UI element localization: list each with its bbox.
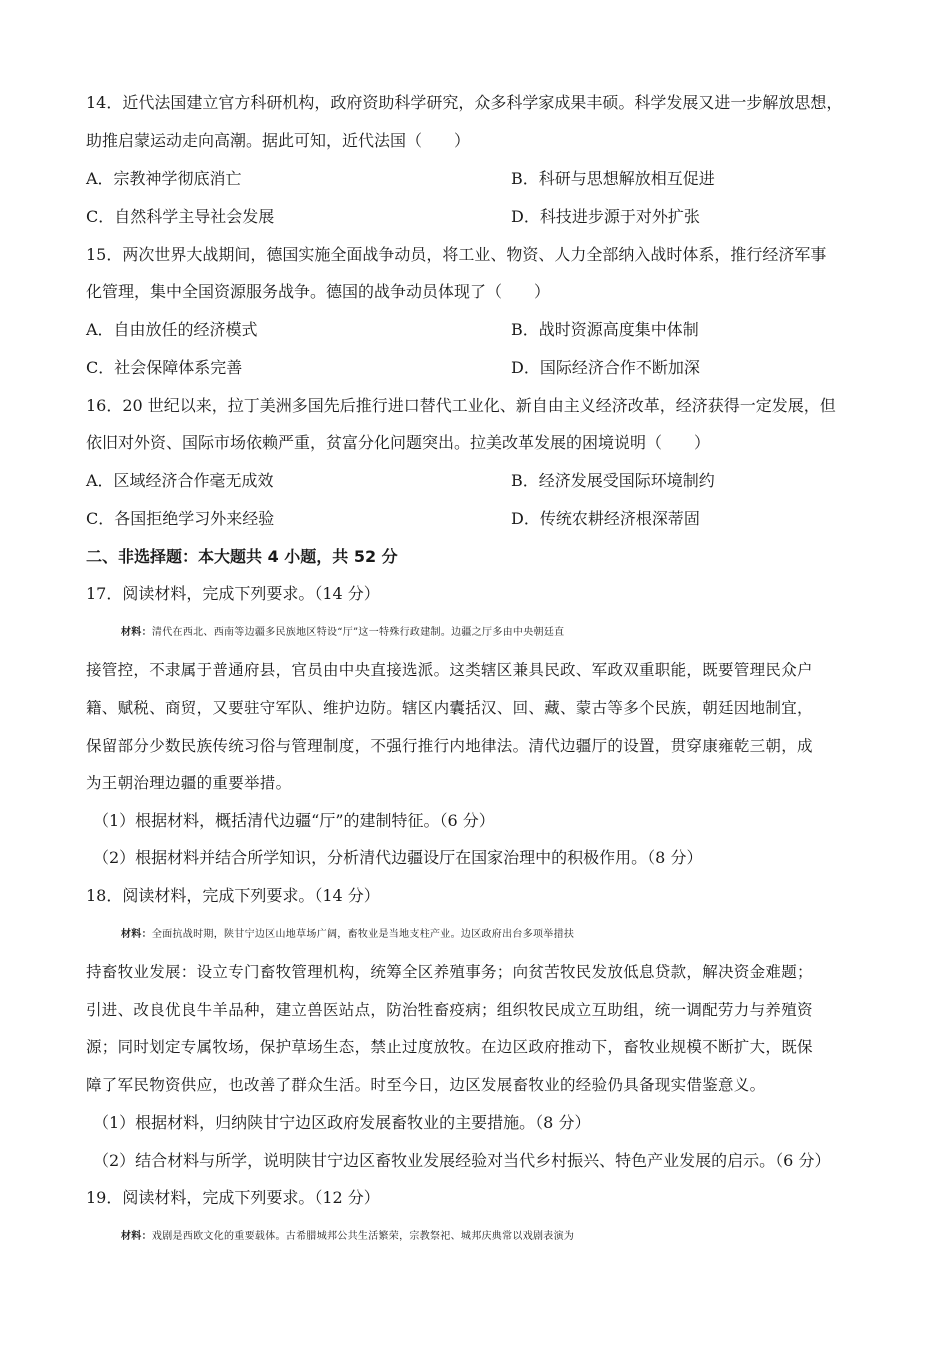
q19-material-label: 材料： bbox=[121, 1231, 152, 1242]
section-heading: 二、非选择题：本大题共 4 小题，共 52 分 bbox=[86, 547, 398, 566]
q18-material-line-4: 源；同时划定专属牧场，保护草场生态，禁止过度放牧。在边区政府推动下，畜牧业规模不断扩大，既保 bbox=[86, 1038, 813, 1056]
q17-material-line-5: 为王朝治理边疆的重要举措。 bbox=[86, 774, 292, 792]
q17-material-line-3: 籍、赋税、商贸，又要驻守军队、维护边防。辖区内囊括汉、回、藏、蒙古等多个民族，朝廷因地制宜， bbox=[86, 699, 813, 717]
q18-subquestion-1: （1）根据材料，归纳陕甘宁边区政府发展畜牧业的主要措施。（8 分） bbox=[93, 1113, 591, 1132]
q14-option-a: A．宗教神学彻底消亡 bbox=[86, 169, 242, 188]
q17-subquestion-1: （1）根据材料，概括清代边疆“厅”的建制特征。（6 分） bbox=[93, 811, 495, 830]
q18-subquestion-2: （2）结合材料与所学，说明陕甘宁边区畜牧业发展经验对当代乡村振兴、特色产业发展的启示。（6 分） bbox=[93, 1151, 831, 1170]
q18-material-line-5: 障了军民物资供应，也改善了群众生活。时至今日，边区发展畜牧业的经验仍具备现实借鉴意义。 bbox=[86, 1076, 766, 1094]
q18-material-line-1: 材料：全面抗战时期，陕甘宁边区山地草场广阔，畜牧业是当地支柱产业。边区政府出台多项举措扶 bbox=[121, 929, 575, 940]
q14-stem-line-1: 14．近代法国建立官方科研机构，政府资助科学研究，众多科学家成果丰硕。科学发展又进一步解放思想， bbox=[86, 93, 843, 112]
q15-option-c: C．社会保障体系完善 bbox=[86, 358, 243, 377]
q17-subquestion-2: （2）根据材料并结合所学知识，分析清代边疆设厅在国家治理中的积极作用。（8 分） bbox=[93, 848, 703, 867]
q14-option-b: B．科研与思想解放相互促进 bbox=[511, 169, 715, 188]
q18-material-label: 材料： bbox=[121, 929, 152, 940]
q17-material-label: 材料： bbox=[121, 627, 152, 638]
q16-option-b: B．经济发展受国际环境制约 bbox=[511, 471, 715, 490]
q18-material-line-2: 持畜牧业发展：设立专门畜牧管理机构，统筹全区养殖事务；向贫苦牧民发放低息贷款，解决资金难题； bbox=[86, 963, 813, 981]
q14-stem-line-2: 助推启蒙运动走向高潮。据此可知，近代法国（ ） bbox=[86, 131, 471, 150]
q16-stem-line-2: 依旧对外资、国际市场依赖严重，贫富分化问题突出。拉美改革发展的困境说明（ ） bbox=[86, 433, 711, 452]
q17-material-line-4: 保留部分少数民族传统习俗与管理制度，不强行推行内地律法。清代边疆厅的设置，贯穿康雍乾三朝，成 bbox=[86, 737, 813, 755]
q14-option-c: C．自然科学主导社会发展 bbox=[86, 207, 275, 226]
q14-option-d: D．科技进步源于对外扩张 bbox=[511, 207, 700, 226]
q16-option-d: D．传统农耕经济根深蒂固 bbox=[511, 509, 700, 528]
q15-option-d: D．国际经济合作不断加深 bbox=[511, 358, 700, 377]
q16-stem-line-1: 16．20 世纪以来，拉丁美洲多国先后推行进口替代工业化、新自由主义经济改革，经济获得一定发展，但 bbox=[86, 396, 836, 415]
q17-material-line-1: 材料：清代在西北、西南等边疆多民族地区特设“厅”这一特殊行政建制。边疆之厅多由中央朝廷直 bbox=[121, 627, 565, 638]
q15-option-a: A．自由放任的经济模式 bbox=[86, 320, 258, 339]
q17-heading: 17．阅读材料，完成下列要求。（14 分） bbox=[86, 584, 380, 603]
q16-option-c: C．各国拒绝学习外来经验 bbox=[86, 509, 275, 528]
q19-material-line-1: 材料：戏剧是西欧文化的重要载体。古希腊城邦公共生活繁荣，宗教祭祀、城邦庆典常以戏剧表演为 bbox=[121, 1231, 575, 1242]
q18-heading: 18．阅读材料，完成下列要求。（14 分） bbox=[86, 886, 380, 905]
q15-option-b: B．战时资源高度集中体制 bbox=[511, 320, 699, 339]
q15-stem-line-2: 化管理，集中全国资源服务战争。德国的战争动员体现了（ ） bbox=[86, 282, 551, 301]
q18-material-line-3: 引进、改良优良牛羊品种，建立兽医站点，防治牲畜疫病；组织牧民成立互助组，统一调配劳力与养殖资 bbox=[86, 1001, 813, 1019]
q17-material-line-2: 接管控，不隶属于普通府县，官员由中央直接选派。这类辖区兼具民政、军政双重职能，既要管理民众户 bbox=[86, 661, 813, 679]
q15-stem-line-1: 15．两次世界大战期间，德国实施全面战争动员，将工业、物资、人力全部纳入战时体系，推行经济军事 bbox=[86, 245, 827, 264]
q16-option-a: A．区域经济合作毫无成效 bbox=[86, 471, 274, 490]
q19-heading: 19．阅读材料，完成下列要求。（12 分） bbox=[86, 1188, 380, 1207]
